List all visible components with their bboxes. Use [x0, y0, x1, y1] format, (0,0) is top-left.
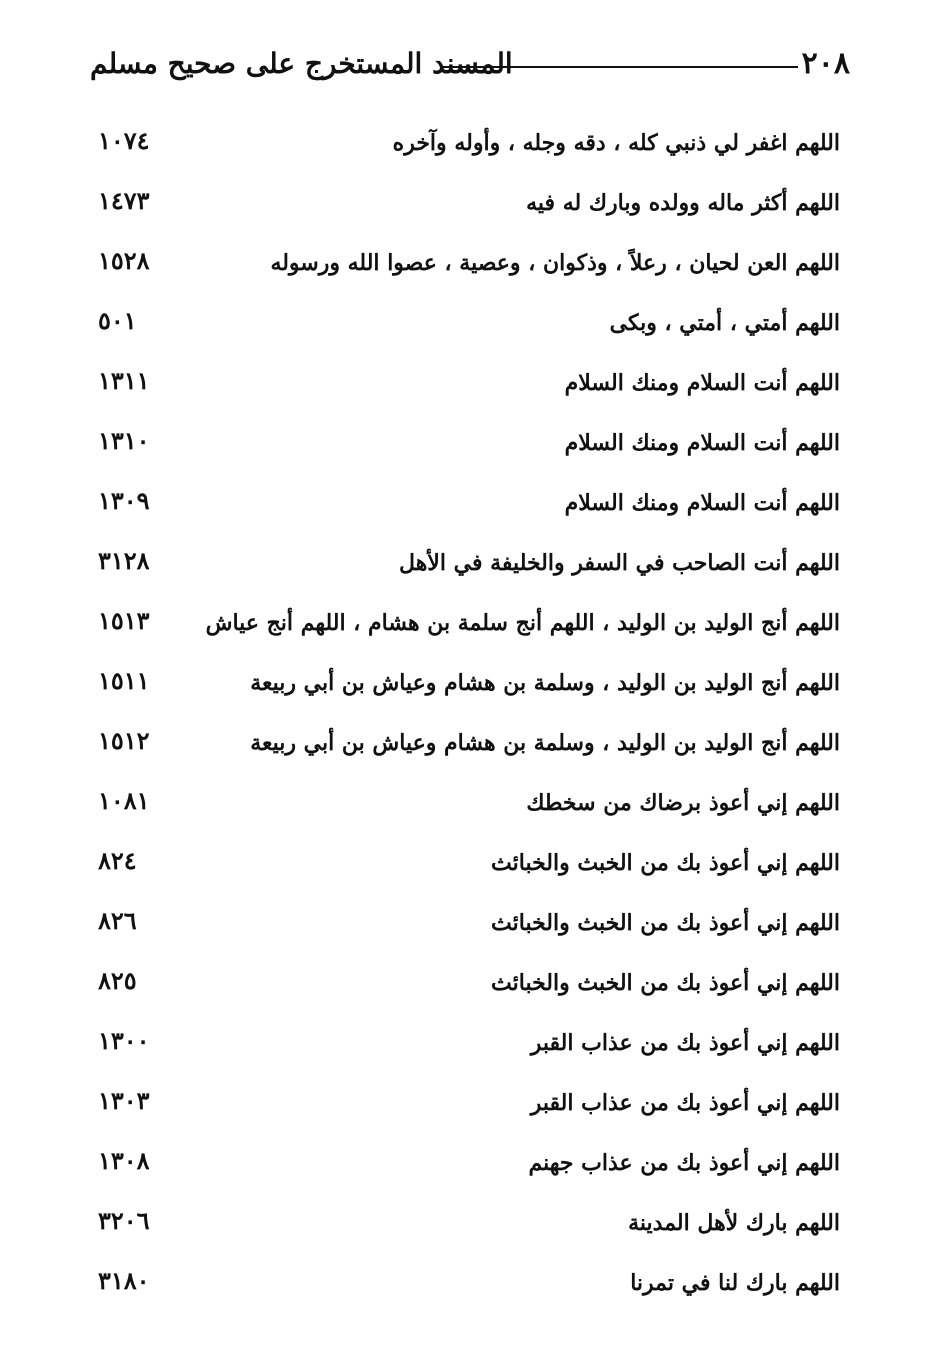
- entry-text: اللهم إني أعوذ بك من عذاب القبر: [530, 1030, 840, 1056]
- entry-text: اللهم إني أعوذ بك من الخبث والخبائث: [491, 850, 840, 876]
- entry-text: اللهم إني أعوذ برضاك من سخطك: [526, 790, 840, 816]
- index-entry: [88, 1080, 840, 1140]
- index-entry: [88, 1140, 840, 1200]
- index-entry: [88, 300, 840, 360]
- entry-number: ٣٢٠٦: [98, 1206, 150, 1235]
- entry-text: اللهم أنج الوليد بن الوليد ، وسلمة بن هشام وعياش بن أبي ربيعة: [250, 730, 840, 756]
- index-list: [88, 120, 840, 1320]
- entry-number: ١٣٠٣: [98, 1086, 150, 1115]
- index-entry: [88, 480, 840, 540]
- index-entry: [88, 1200, 840, 1260]
- entry-number: ١٤٧٣: [98, 186, 150, 215]
- entry-number: ٨٢٥: [98, 966, 137, 995]
- index-entry: [88, 180, 840, 240]
- entry-number: ١٣١٠: [98, 426, 150, 455]
- index-entry: [88, 660, 840, 720]
- entry-text: اللهم إني أعوذ بك من الخبث والخبائث: [491, 970, 840, 996]
- index-entry: [88, 120, 840, 180]
- entry-number: ١٥١١: [98, 666, 150, 695]
- entry-number: ١٠٧٤: [98, 126, 150, 155]
- entry-number: ١٣٠٩: [98, 486, 150, 515]
- index-entry: [88, 900, 840, 960]
- entry-number: ١٠٨١: [98, 786, 150, 815]
- running-title: المسند المستخرج على صحيح مسلم: [90, 47, 513, 80]
- entry-text: اللهم إني أعوذ بك من عذاب القبر: [530, 1090, 840, 1116]
- entry-text: اللهم العن لحيان ، رعلاً ، وذكوان ، وعصية ، عصوا الله ورسوله: [270, 250, 840, 276]
- index-entry: [88, 840, 840, 900]
- index-entry: [88, 780, 840, 840]
- entry-number: ١٥٢٨: [98, 246, 150, 275]
- entry-text: اللهم أنج الوليد بن الوليد ، اللهم أنج سلمة بن هشام ، اللهم أنج عياش: [205, 610, 840, 636]
- entry-number: ٨٢٤: [98, 846, 137, 875]
- entry-text: اللهم أنج الوليد بن الوليد ، وسلمة بن هشام وعياش بن أبي ربيعة: [250, 670, 840, 696]
- entry-text: اللهم بارك لأهل المدينة: [628, 1210, 840, 1236]
- entry-number: ٣١٨٠: [98, 1266, 150, 1295]
- entry-text: اللهم اغفر لي ذنبي كله ، دقه وجله ، وأوله وآخره: [392, 130, 840, 156]
- entry-text: اللهم أكثر ماله وولده وبارك له فيه: [526, 190, 840, 216]
- entry-text: اللهم أنت السلام ومنك السلام: [564, 490, 840, 516]
- entry-text: اللهم أنت الصاحب في السفر والخليفة في الأهل: [399, 550, 840, 576]
- index-entry: [88, 1020, 840, 1080]
- index-entry: [88, 600, 840, 660]
- page-number: ٢٠٨: [801, 46, 850, 81]
- entry-number: ١٣١١: [98, 366, 150, 395]
- index-entry: [88, 240, 840, 300]
- page-header: [90, 44, 850, 94]
- index-entry: [88, 1260, 840, 1320]
- entry-text: اللهم بارك لنا في تمرنا: [630, 1270, 840, 1296]
- index-entry: [88, 360, 840, 420]
- entry-text: اللهم إني أعوذ بك من الخبث والخبائث: [491, 910, 840, 936]
- entry-number: ١٣٠٠: [98, 1026, 150, 1055]
- index-entry: [88, 420, 840, 480]
- entry-text: اللهم إني أعوذ بك من عذاب جهنم: [528, 1150, 840, 1176]
- entry-number: ٣١٢٨: [98, 546, 150, 575]
- index-entry: [88, 960, 840, 1020]
- index-entry: [88, 540, 840, 600]
- entry-text: اللهم أنت السلام ومنك السلام: [564, 370, 840, 396]
- entry-text: اللهم أمتي ، أمتي ، وبكى: [609, 310, 840, 336]
- entry-number: ١٣٠٨: [98, 1146, 150, 1175]
- entry-number: ٥٠١: [98, 306, 137, 335]
- entry-text: اللهم أنت السلام ومنك السلام: [564, 430, 840, 456]
- index-entry: [88, 720, 840, 780]
- entry-number: ٨٢٦: [98, 906, 137, 935]
- entry-number: ١٥١٣: [98, 606, 150, 635]
- entry-number: ١٥١٢: [98, 726, 150, 755]
